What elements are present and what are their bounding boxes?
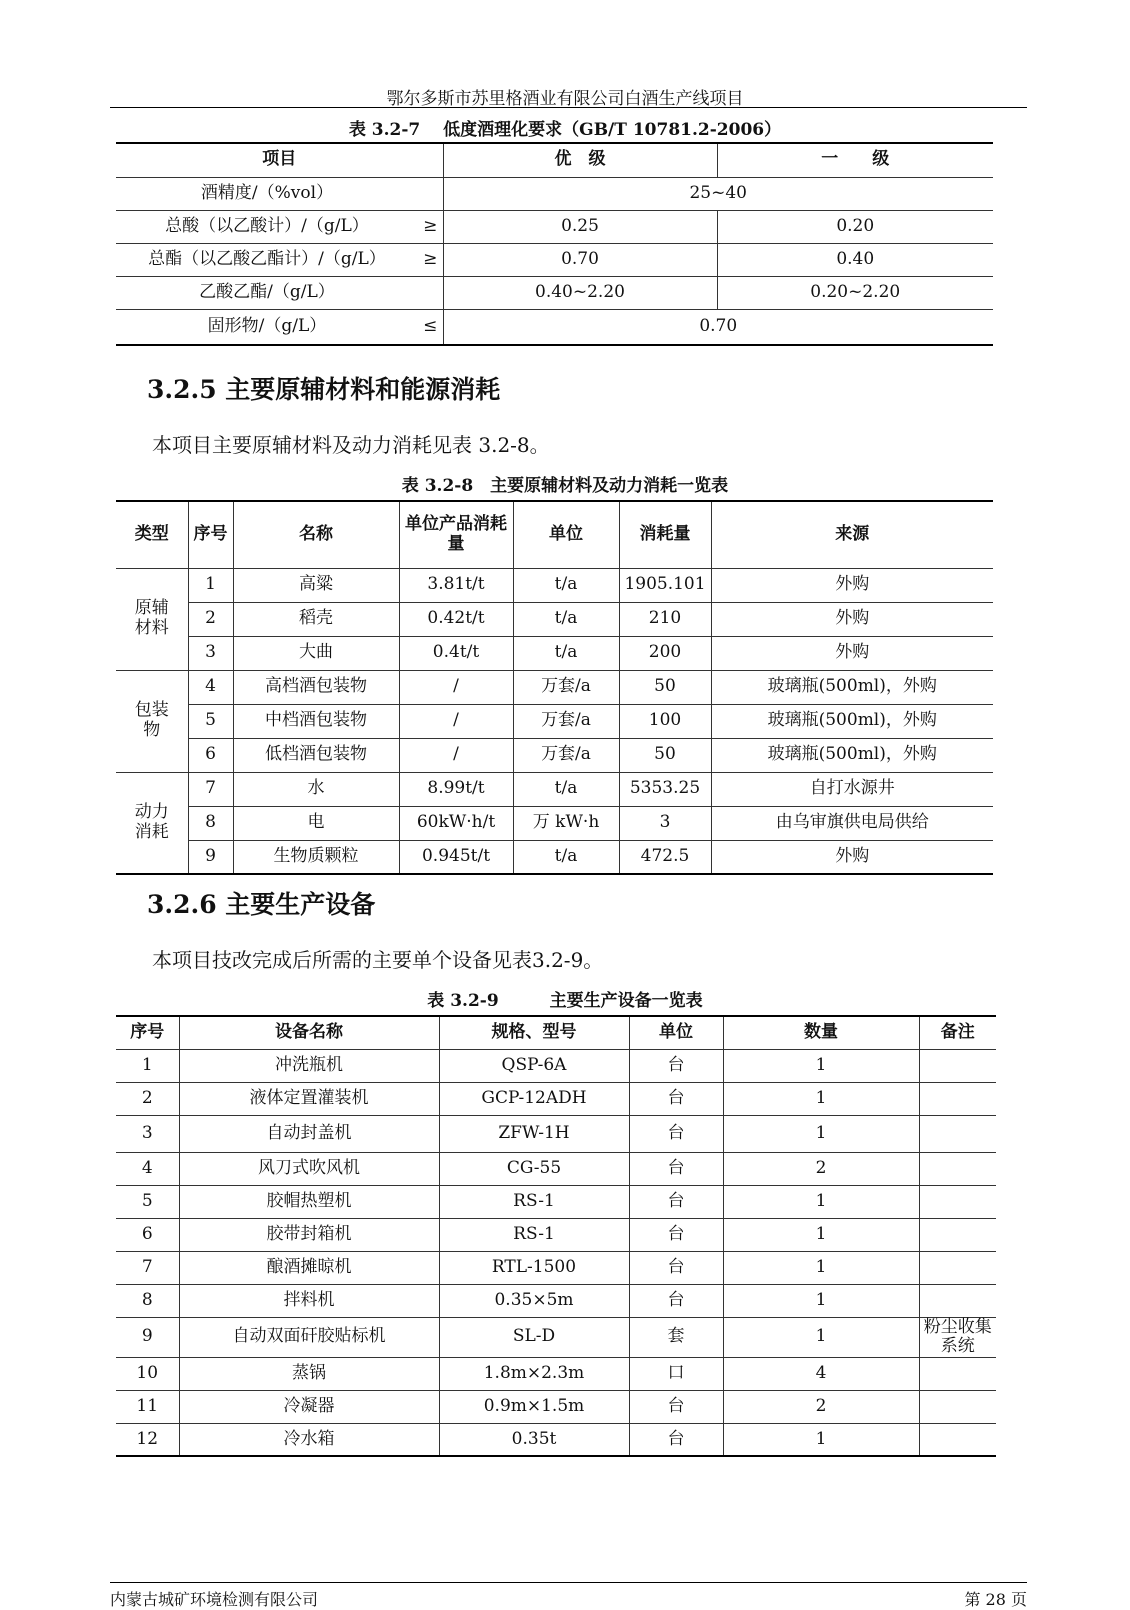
table-row: 总酯（以乙酸乙酯计）/（g/L） ≥ 0.70 0.40 [116,243,993,276]
t9-header-no: 序号 [116,1016,179,1049]
table-row: 4 风刀式吹风机 CG-55 台 2 [116,1152,996,1185]
table-row: 动力消耗 7 水 8.99t/t t/a 5353.25 自打水源井 [116,772,993,806]
t9-header-name: 设备名称 [179,1016,439,1049]
table-row: 5 中档酒包装物 / 万套/a 100 玻璃瓶(500ml)，外购 [116,704,993,738]
t7-header-premium: 优 级 [443,143,717,177]
t9-header-unit: 单位 [629,1016,723,1049]
table-row: 包装物 4 高档酒包装物 / 万套/a 50 玻璃瓶(500ml)，外购 [116,670,993,704]
category-cell: 包装物 [116,670,188,772]
section-3-2-5-title: 3.2.5 主要原辅材料和能源消耗 [147,375,501,404]
table-row: 3 大曲 0.4t/t t/a 200 外购 [116,636,993,670]
table-row: 5 胶帽热塑机 RS-1 台 1 [116,1185,996,1218]
running-header: 鄂尔多斯市苏里格酒业有限公司白酒生产线项目 [386,89,744,109]
table-row: 原辅材料 1 高粱 3.81t/t t/a 1905.101 外购 [116,568,993,602]
table-row: 6 胶带封箱机 RS-1 台 1 [116,1218,996,1251]
table-row: 8 拌料机 0.35×5m 台 1 [116,1284,996,1317]
table-row: 2 液体定置灌装机 GCP-12ADH 台 1 [116,1082,996,1115]
table-row: 9 生物质颗粒 0.945t/t t/a 472.5 外购 [116,840,993,874]
header-rule [110,107,1027,108]
section-3-2-5-text: 本项目主要原辅材料及动力消耗见表 3.2-8。 [152,433,550,457]
t7-header-item: 项目 [116,143,443,177]
table-row: 2 稻壳 0.42t/t t/a 210 外购 [116,602,993,636]
footer-rule [110,1582,1027,1583]
table-row: 7 酿酒摊晾机 RTL-1500 台 1 [116,1251,996,1284]
table-3-2-9 [116,1015,996,1457]
t8-header-source: 来源 [711,501,993,568]
footer-company: 内蒙古城矿环境检测有限公司 [110,1590,319,1609]
t7-header-first: 一 级 [717,143,993,177]
table-row: 6 低档酒包装物 / 万套/a 50 玻璃瓶(500ml)，外购 [116,738,993,772]
table-row: 8 电 60kW·h/t 万 kW·h 3 由乌审旗供电局供给 [116,806,993,840]
table-row: 1 冲洗瓶机 QSP-6A 台 1 [116,1049,996,1082]
t8-header-no: 序号 [188,501,233,568]
table-3-2-9-caption: 表 3.2-9 主要生产设备一览表 [427,991,703,1011]
table-row: 乙酸乙酯/（g/L） 0.40~2.20 0.20~2.20 [116,276,993,309]
table-row: 总酸（以乙酸计）/（g/L） ≥ 0.25 0.20 [116,210,993,243]
table-3-2-7 [116,142,993,346]
table-row: 11 冷凝器 0.9m×1.5m 台 2 [116,1390,996,1423]
table-row: 9 自动双面矸胶贴标机 SL-D 套 1 粉尘收集系统 [116,1317,996,1357]
t8-header-type: 类型 [116,501,188,568]
table-3-2-7-caption: 表 3.2-7 低度酒理化要求（GB/T 10781.2-2006） [348,120,782,140]
category-cell: 动力消耗 [116,772,188,874]
section-3-2-6-title: 3.2.6 主要生产设备 [147,890,376,919]
table-3-2-8 [116,500,993,875]
footer-page-number: 第 28 页 [964,1590,1027,1609]
table-row: 12 冷水箱 0.35t 台 1 [116,1423,996,1456]
table-row: 10 蒸锅 1.8m×2.3m 口 4 [116,1357,996,1390]
t9-header-model: 规格、型号 [439,1016,629,1049]
t9-header-remark: 备注 [919,1016,996,1049]
table-row: 固形物/（g/L） ≤ 0.70 [116,309,993,345]
section-3-2-6-text: 本项目技改完成后所需的主要单个设备见表3.2-9。 [152,948,604,972]
table-row: 酒精度/（%vol） 25~40 [116,177,993,210]
table-3-2-8-caption: 表 3.2-8 主要原辅材料及动力消耗一览表 [401,476,729,496]
t8-header-name: 名称 [233,501,399,568]
t8-header-amount: 消耗量 [619,501,711,568]
t8-header-unit: 单位 [513,501,619,568]
category-cell: 原辅材料 [116,568,188,670]
t9-header-qty: 数量 [723,1016,919,1049]
table-row: 3 自动封盖机 ZFW-1H 台 1 [116,1115,996,1152]
t8-header-unit-consumption: 单位产品消耗量 [399,501,513,568]
